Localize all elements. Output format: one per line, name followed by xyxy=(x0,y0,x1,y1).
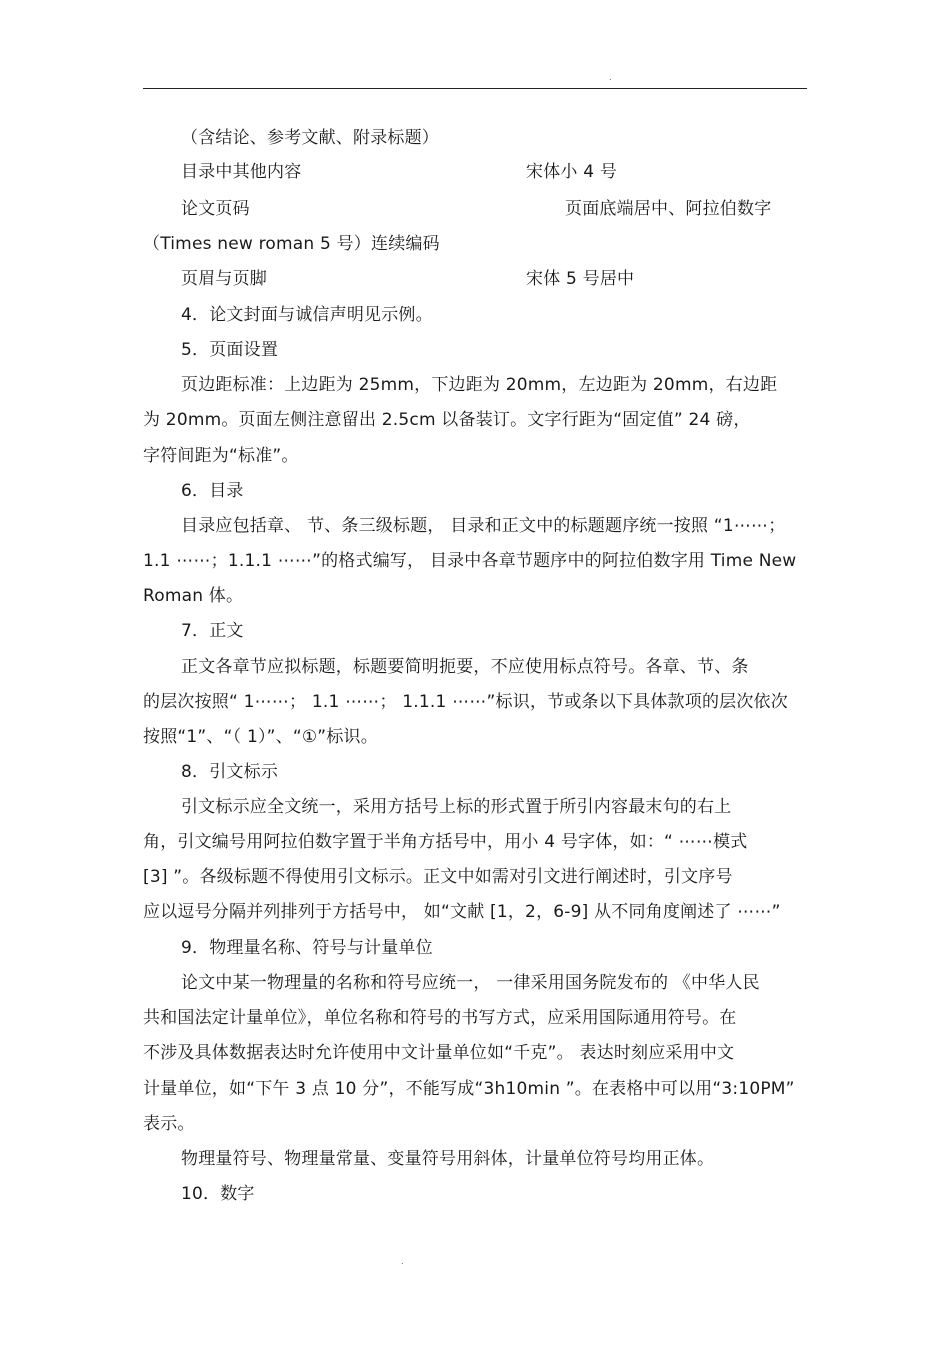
text-line: 页边距标准：上边距为 25mm，下边距为 20mm，左边距为 20mm，右边距 xyxy=(181,375,778,395)
text-line: 8．引文标示 xyxy=(181,762,279,782)
text-line: 按照“1”、“（ 1）”、“①”标识。 xyxy=(143,727,378,747)
text-line: 10．数字 xyxy=(181,1184,255,1204)
text-line: 为 20mm。页面左侧注意留出 2.5cm 以备装订。文字行距为“固定值” 24 磅， xyxy=(143,410,751,430)
header-mark: . xyxy=(609,73,612,82)
text-line: 共和国法定计量单位》，单位名称和符号的书写方式，应采用国际通用符号。在 xyxy=(143,1008,737,1028)
header-rule xyxy=(143,88,807,89)
text-line: 的层次按照“ 1⋯⋯； 1.1 ⋯⋯； 1.1.1 ⋯⋯”标识，节或条以下具体款项的层次依次 xyxy=(143,692,788,712)
text-line: 论文页码 xyxy=(181,199,250,219)
text-line: 6．目录 xyxy=(181,481,244,501)
text-line: 目录应包括章、 节、条三级标题， 目录和正文中的标题题序统一按照 “1⋯⋯； xyxy=(181,516,786,536)
text-line: 角，引文编号用阿拉伯数字置于半角方括号中，用小 4 号字体，如：“ ⋯⋯模式 xyxy=(143,832,748,852)
text-line: 页面底端居中、阿拉伯数字 xyxy=(565,199,772,219)
text-line: 字符间距为“标准”。 xyxy=(143,446,299,466)
footer-mark: . xyxy=(401,1257,404,1266)
text-line: 应以逗号分隔并列排列于方括号中， 如“文献 [1，2，6-9] 从不同角度阐述了 ⋯⋯” xyxy=(143,902,781,922)
text-line: 物理量符号、物理量常量、变量符号用斜体，计量单位符号均用正体。 xyxy=(181,1149,715,1169)
text-line: 目录中其他内容 xyxy=(181,162,302,182)
text-line: （含结论、参考文献、附录标题） xyxy=(181,128,439,148)
text-line: 引文标示应全文统一，采用方括号上标的形式置于所引内容最末句的右上 xyxy=(181,797,732,817)
text-line: 论文中某一物理量的名称和符号应统一， 一律采用国务院发布的 《中华人民 xyxy=(181,973,760,993)
text-line: 9．物理量名称、符号与计量单位 xyxy=(181,938,433,958)
text-line: [3] ”。各级标题不得使用引文标示。正文中如需对引文进行阐述时，引文序号 xyxy=(143,867,733,887)
text-line: 表示。 xyxy=(143,1114,195,1134)
text-line: 4．论文封面与诚信声明见示例。 xyxy=(181,305,433,325)
text-line: 计量单位，如“下午 3 点 10 分”，不能写成“3h10min ”。在表格中可以用“3:10PM” xyxy=(143,1079,795,1099)
text-line: （Times new roman 5 号）连续编码 xyxy=(143,234,440,254)
text-line: 不涉及具体数据表达时允许使用中文计量单位如“千克”。 表达时刻应采用中文 xyxy=(143,1043,735,1063)
text-line: Roman 体。 xyxy=(143,586,244,606)
text-line: 页眉与页脚 xyxy=(181,269,267,289)
text-line: 1.1 ⋯⋯；1.1.1 ⋯⋯”的格式编写， 目录中各章节题序中的阿拉伯数字用 Time New xyxy=(143,551,797,571)
text-line: 5．页面设置 xyxy=(181,340,279,360)
text-line: 宋体 5 号居中 xyxy=(526,269,635,289)
text-line: 7．正文 xyxy=(181,621,244,641)
text-line: 正文各章节应拟标题，标题要简明扼要，不应使用标点符号。各章、节、条 xyxy=(181,657,749,677)
text-line: 宋体小 4 号 xyxy=(526,162,618,182)
